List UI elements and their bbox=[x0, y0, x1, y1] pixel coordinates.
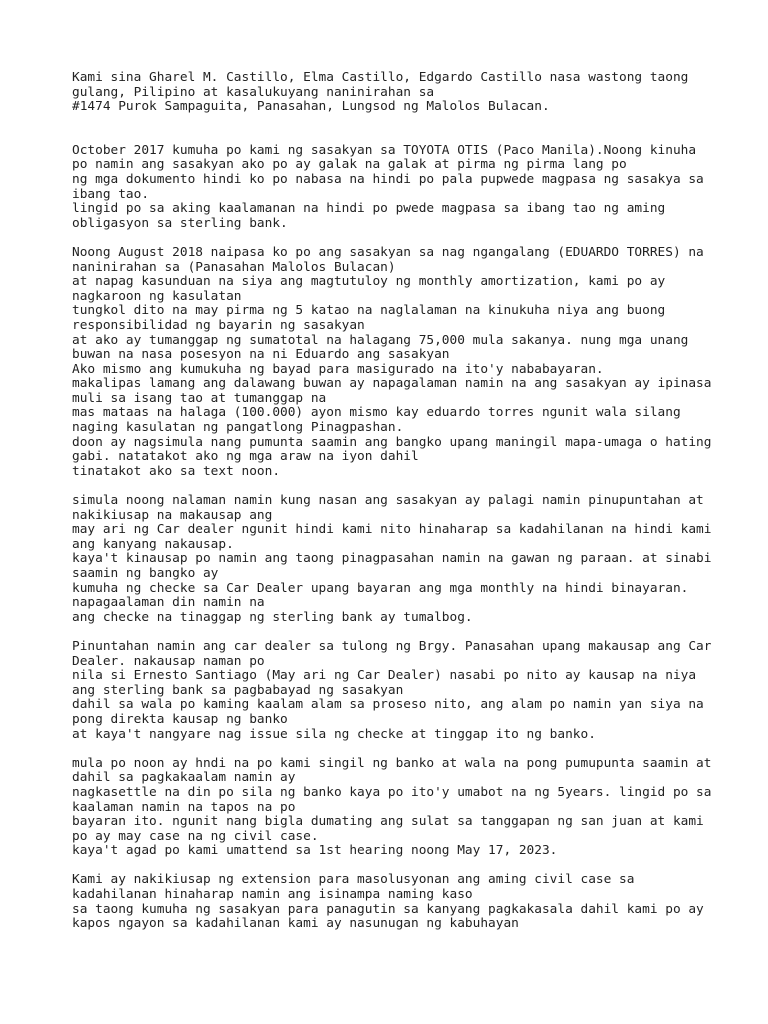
paragraph-spacer bbox=[72, 115, 732, 144]
text-line: #1474 Purok Sampaguita, Panasahan, Lungsod ng Malolos Bulacan. bbox=[72, 99, 550, 115]
text-line: simula noong nalaman namin kung nasan ang sasakyan ay palagi namin pinupuntahan at bbox=[72, 493, 704, 509]
text-line: kaya't kinausap po namin ang taong pinagpasahan namin na gawan ng paraan. at sinabi bbox=[72, 551, 712, 567]
paragraph-1 bbox=[72, 71, 732, 115]
text-line: tinatakot ako sa text noon. bbox=[72, 463, 281, 479]
text-line: October 2017 kumuha po kami ng sasakyan sa TOYOTA OTIS (Paco Manila).Noong kinuha bbox=[72, 142, 697, 158]
paragraph-spacer bbox=[72, 479, 732, 494]
text-line: muli sa isang tao at tumanggap na bbox=[72, 390, 327, 406]
text-line: kapos ngayon sa kadahilanan kami ay nasunugan ng kabuhayan bbox=[72, 916, 519, 932]
text-line: kaya't agad po kami umattend sa 1st hearing noong May 17, 2023. bbox=[72, 843, 558, 859]
text-line: saamin ng bangko ay bbox=[72, 566, 219, 581]
paragraph-spacer bbox=[72, 231, 732, 246]
text-line: dahil sa pagkakaalam namin ay bbox=[72, 770, 296, 786]
text-line: Dealer. nakausap naman po bbox=[72, 653, 265, 669]
text-line: ang sterling bank sa pagbabayad ng sasakyan bbox=[72, 682, 404, 698]
paragraph-3 bbox=[72, 246, 732, 480]
paragraph-spacer bbox=[72, 742, 732, 757]
text-line: dahil sa wala po kaming kaalam alam sa proseso nito, ang alam po namin yan siya na bbox=[72, 697, 704, 713]
document-page bbox=[72, 71, 732, 932]
text-line: bayaran ito. ngunit nang bigla dumating ang sulat sa tanggapan ng san juan at kami bbox=[72, 814, 704, 830]
text-line: kumuha ng checke sa Car Dealer upang bayaran ang mga monthly na hindi binayaran. bbox=[72, 580, 689, 596]
text-line: nila si Ernesto Santiago (May ari ng Car Dealer) nasabi po nito ay kausap na niya bbox=[72, 668, 697, 684]
text-line: sa taong kumuha ng sasakyan para panagutin sa kanyang pagkakasala dahil kami po ay bbox=[72, 901, 704, 917]
text-line: nagkasettle na din po sila ng banko kaya po ito'y umabot na ng 5years. lingid po sa bbox=[72, 784, 712, 800]
paragraph-2 bbox=[72, 144, 732, 232]
text-line: responsibilidad ng bayarin ng sasakyan bbox=[72, 317, 365, 333]
paragraph-7 bbox=[72, 873, 732, 931]
text-line: at napag kasunduan na siya ang magtutuloy ng monthly amortization, kami po ay bbox=[72, 274, 666, 290]
text-line: kaalaman namin na tapos na po bbox=[72, 799, 296, 815]
text-line: obligasyon sa sterling bank. bbox=[72, 215, 288, 231]
text-line: pong direkta kausap ng banko bbox=[72, 711, 288, 727]
paragraph-5 bbox=[72, 640, 732, 742]
paragraph-4 bbox=[72, 494, 732, 625]
text-line: Noong August 2018 naipasa ko po ang sasakyan sa nag ngangalang (EDUARDO TORRES) na bbox=[72, 244, 704, 260]
text-line: naging kasulatan ng pangatlong Pinagpashan. bbox=[72, 420, 404, 436]
text-line: mula po noon ay hndi na po kami singil ng banko at wala na pong pumupunta saamin at bbox=[72, 755, 712, 771]
text-line: ang kanyang nakausap. bbox=[72, 536, 234, 552]
text-line: napagaalaman din namin na bbox=[72, 595, 265, 611]
text-line: naninirahan sa (Panasahan Malolos Bulacan) bbox=[72, 259, 396, 275]
text-line: lingid po sa aking kaalamanan na hindi po pwede magpasa sa ibang tao ng aming bbox=[72, 201, 666, 217]
text-line: gabi. natatakot ako ng mga araw na iyon dahil bbox=[72, 449, 419, 465]
text-line: buwan na nasa posesyon na ni Eduardo ang sasakyan bbox=[72, 347, 450, 363]
text-line: at ako ay tumanggap ng sumatotal na halagang 75,000 mula sakanya. nung mga unang bbox=[72, 332, 689, 348]
text-line: ibang tao. bbox=[72, 186, 150, 202]
text-line: nakikiusap na makausap ang bbox=[72, 507, 273, 523]
text-line: Kami sina Gharel M. Castillo, Elma Castillo, Edgardo Castillo nasa wastong taong bbox=[72, 70, 689, 85]
text-line: Kami ay nakikiusap ng extension para masolusyonan ang aming civil case sa bbox=[72, 872, 635, 888]
text-line: mas mataas na halaga (100.000) ayon mismo kay eduardo torres ngunit wala silang bbox=[72, 405, 681, 421]
text-line: nagkaroon ng kasulatan bbox=[72, 288, 242, 304]
text-line: at kaya't nangyare nag issue sila ng checke at tinggap ito ng banko. bbox=[72, 726, 596, 742]
text-line: Ako mismo ang kumukuha ng bayad para masigurado na ito'y nababayaran. bbox=[72, 361, 604, 377]
text-line: gulang, Pilipino at kasalukuyang naninirahan sa bbox=[72, 84, 435, 100]
text-line: ang checke na tinaggap ng sterling bank ay tumalbog. bbox=[72, 609, 473, 625]
text-line: po ay may case na ng civil case. bbox=[72, 828, 319, 844]
text-line: Pinuntahan namin ang car dealer sa tulong ng Brgy. Panasahan upang makausap ang Car bbox=[72, 638, 712, 654]
text-line: po namin ang sasakyan ako po ay galak na galak at pirma ng pirma lang po bbox=[72, 157, 627, 173]
text-line: tungkol dito na may pirma ng 5 katao na naglalaman na kinukuha niya ang buong bbox=[72, 303, 666, 319]
text-line: doon ay nagsimula nang pumunta saamin ang bangko upang maningil mapa-umaga o hating bbox=[72, 434, 712, 450]
text-line: ng mga dokumento hindi ko po nabasa na hindi po pala pupwede magpasa ng sasakya sa bbox=[72, 171, 704, 187]
paragraph-spacer bbox=[72, 859, 732, 874]
text-line: may ari ng Car dealer ngunit hindi kami nito hinaharap sa kadahilanan na hindi kami bbox=[72, 522, 712, 538]
paragraph-6 bbox=[72, 757, 732, 859]
text-line: kadahilanan hinaharap namin ang isinampa naming kaso bbox=[72, 887, 473, 903]
text-line: makalipas lamang ang dalawang buwan ay napagalaman namin na ang sasakyan ay ipinasa bbox=[72, 376, 712, 392]
paragraph-spacer bbox=[72, 625, 732, 640]
